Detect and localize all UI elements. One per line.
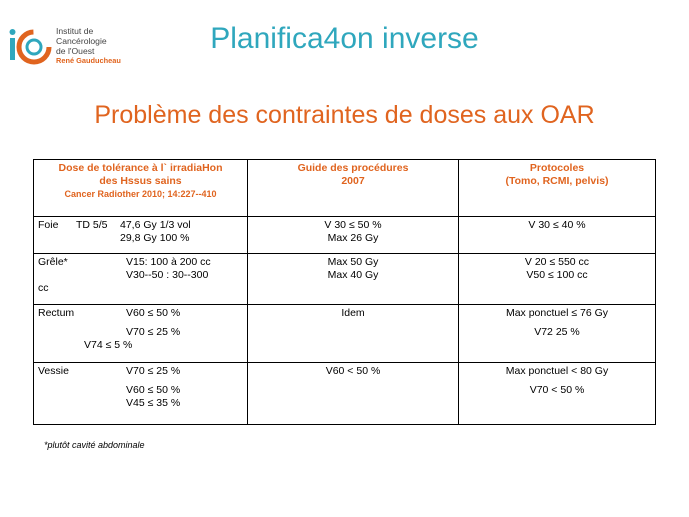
header-guide-line2: 2007 xyxy=(341,175,365,187)
rectum-protocol xyxy=(459,305,656,363)
vessie-tolerance xyxy=(34,363,248,425)
rectum-guide xyxy=(248,305,459,363)
foie-protocol-1: V 30 ≤ 40 % xyxy=(528,219,586,231)
grele-protocol-2: V50 ≤ 100 cc xyxy=(526,269,588,281)
table-row-foie xyxy=(34,217,656,254)
logo-line-3: de l'Ouest xyxy=(56,46,95,56)
vessie-organ: Vessie xyxy=(38,365,69,377)
grele-organ: Grêle* xyxy=(38,256,68,268)
logo-line-4: René Gauducheau xyxy=(56,56,121,65)
rectum-organ: Rectum xyxy=(38,307,75,319)
foie-guide xyxy=(248,217,459,254)
grele-value-2: V30--50 : 30--300 xyxy=(126,269,209,281)
rectum-tolerance xyxy=(34,305,248,363)
vessie-value-2: V60 ≤ 50 % xyxy=(126,384,181,396)
vessie-protocol xyxy=(459,363,656,425)
grele-value-1: V15: 100 à 200 cc xyxy=(126,256,211,268)
table-row-grele xyxy=(34,254,656,305)
grele-value-3: cc xyxy=(38,282,49,294)
vessie-guide xyxy=(248,363,459,425)
logo-line-2: Cancérologie xyxy=(56,36,107,46)
vessie-value-3: V45 ≤ 35 % xyxy=(126,397,181,409)
header-guide-line1: Guide des procédures xyxy=(297,162,409,174)
table-row-vessie xyxy=(34,363,656,425)
header-tolerance-ref: Cancer Radiother 2010; 14:227--410 xyxy=(64,189,217,199)
header-protocols xyxy=(459,160,656,217)
grele-protocol-1: V 20 ≤ 550 cc xyxy=(524,256,590,268)
table-header-row xyxy=(34,160,656,217)
rectum-value-3: V74 ≤ 5 % xyxy=(84,339,133,351)
foie-organ: Foie xyxy=(38,219,59,231)
rectum-protocol-2: V72 25 % xyxy=(534,326,580,338)
foie-td: TD 5/5 xyxy=(76,219,108,231)
grele-guide-2: Max 40 Gy xyxy=(327,269,379,281)
grele-tolerance xyxy=(34,254,248,305)
page-title: Planifica4on inverse xyxy=(210,22,479,55)
grele-protocol xyxy=(459,254,656,305)
dose-constraints-table xyxy=(33,159,656,425)
rectum-value-2: V70 ≤ 25 % xyxy=(126,326,181,338)
logo-line-1: Institut de xyxy=(56,26,94,36)
vessie-protocol-2: V70 < 50 % xyxy=(529,384,585,396)
foie-protocol xyxy=(459,217,656,254)
header-tolerance-line2: des Hssus sains xyxy=(99,175,182,187)
footnote: *plutôt cavité abdominale xyxy=(44,440,145,450)
rectum-guide-1: Idem xyxy=(341,307,365,319)
header-protocols-line2: (Tomo, RCMI, pelvis) xyxy=(505,175,609,187)
table-row-rectum xyxy=(34,305,656,363)
header-protocols-line1: Protocoles xyxy=(529,162,585,174)
foie-tolerance xyxy=(34,217,248,254)
foie-value-2: 29,8 Gy 100 % xyxy=(120,232,190,244)
vessie-guide-1: V60 < 50 % xyxy=(325,365,381,377)
vessie-value-1: V70 ≤ 25 % xyxy=(126,365,181,377)
page-subtitle: Problème des contraintes de doses aux OAR xyxy=(94,101,595,129)
rectum-protocol-1: Max ponctuel ≤ 76 Gy xyxy=(505,307,609,319)
vessie-protocol-1: Max ponctuel < 80 Gy xyxy=(505,365,609,377)
foie-guide-2: Max 26 Gy xyxy=(327,232,379,244)
header-guide xyxy=(248,160,459,217)
header-tolerance xyxy=(34,160,248,217)
header-tolerance-line1: Dose de tolérance à l` irradiaHon xyxy=(58,162,223,174)
foie-value-1: 47,6 Gy 1/3 vol xyxy=(120,219,191,231)
grele-guide-1: Max 50 Gy xyxy=(327,256,379,268)
rectum-value-1: V60 ≤ 50 % xyxy=(126,307,181,319)
grele-guide xyxy=(248,254,459,305)
foie-guide-1: V 30 ≤ 50 % xyxy=(324,219,382,231)
